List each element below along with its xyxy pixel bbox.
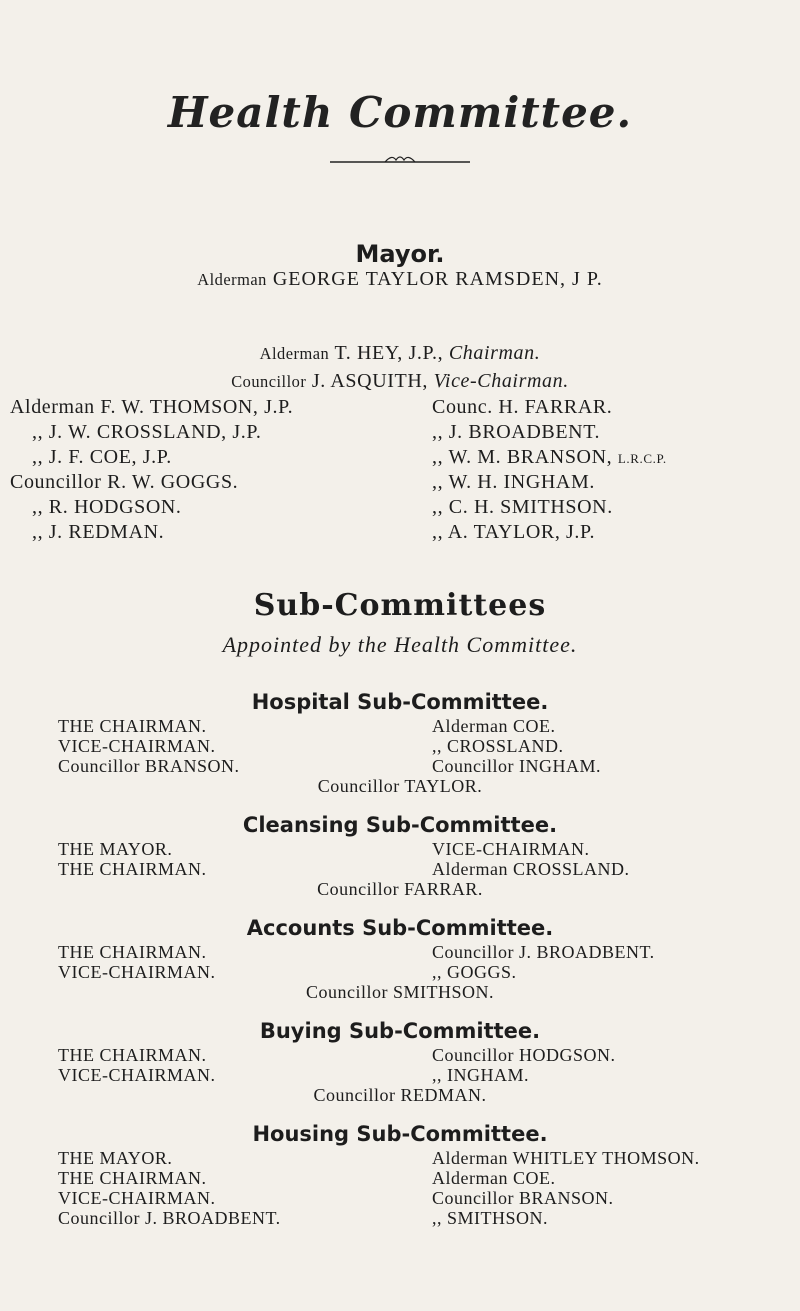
accounts-heading: Accounts Sub-Committee.: [246, 916, 554, 940]
member-left-5: ,, R. HODGSON.: [32, 496, 182, 518]
member-right-1: Counc. H. FARRAR.: [432, 396, 613, 418]
member-right-5: ,, C. H. SMITHSON.: [432, 496, 613, 518]
mayor-name: Alderman GEORGE TAYLOR RAMSDEN, J P.: [197, 268, 603, 290]
housing-left-4: Councillor J. BROADBENT.: [58, 1208, 281, 1228]
member-right-6: ,, A. TAYLOR, J.P.: [432, 521, 596, 543]
buying-left-2: VICE-CHAIRMAN.: [58, 1065, 216, 1085]
hospital-right-3: Councillor INGHAM.: [432, 756, 601, 776]
subcommittees-intro: Appointed by the Health Committee.: [222, 632, 578, 657]
housing-left-2: THE CHAIRMAN.: [58, 1168, 207, 1188]
ornamental-rule: [0, 152, 800, 171]
member-left-2: ,, J. W. CROSSLAND, J.P.: [32, 421, 262, 443]
member-right-4: ,, W. H. INGHAM.: [432, 471, 595, 493]
buying-heading: Buying Sub-Committee.: [259, 1019, 541, 1043]
member-left-3: ,, J. F. COE, J.P.: [32, 446, 172, 468]
page-title: Health Committee.: [167, 88, 633, 137]
vice-chairman-line: Councillor J. ASQUITH, Vice-Chairman.: [231, 370, 569, 392]
housing-heading: Housing Sub-Committee.: [252, 1122, 548, 1146]
accounts-right-2: ,, GOGGS.: [432, 962, 517, 982]
housing-right-3: Councillor BRANSON.: [432, 1188, 614, 1208]
housing-left-1: THE MAYOR.: [58, 1148, 173, 1168]
member-left-1: Alderman F. W. THOMSON, J.P.: [10, 396, 294, 418]
hospital-right-2: ,, CROSSLAND.: [432, 736, 564, 756]
chairman-line: Alderman T. HEY, J.P., Chairman.: [259, 342, 541, 364]
accounts-left-1: THE CHAIRMAN.: [58, 942, 207, 962]
housing-right-4: ,, SMITHSON.: [432, 1208, 549, 1228]
cleansing-heading: Cleansing Sub-Committee.: [242, 813, 558, 837]
hospital-left-1: THE CHAIRMAN.: [58, 716, 207, 736]
mayor-heading: Mayor.: [355, 240, 445, 268]
member-left-4: Councillor R. W. GOGGS.: [10, 471, 239, 493]
cleansing-center: Councillor FARRAR.: [317, 879, 483, 899]
hospital-left-3: Councillor BRANSON.: [58, 756, 240, 776]
member-left-6: ,, J. REDMAN.: [32, 521, 165, 543]
accounts-left-2: VICE-CHAIRMAN.: [58, 962, 216, 982]
cleansing-left-1: THE MAYOR.: [58, 839, 173, 859]
buying-center: Councillor REDMAN.: [313, 1085, 487, 1105]
member-right-2: ,, J. BROADBENT.: [432, 421, 601, 443]
subcommittees-heading: Sub-Committees: [253, 588, 547, 623]
accounts-center: Councillor SMITHSON.: [305, 982, 494, 1002]
buying-right-2: ,, INGHAM.: [432, 1065, 529, 1085]
flourish-icon: [330, 152, 470, 166]
cleansing-right-2: Alderman CROSSLAND.: [432, 859, 630, 879]
hospital-right-1: Alderman COE.: [432, 716, 556, 736]
housing-right-2: Alderman COE.: [432, 1168, 556, 1188]
accounts-right-1: Councillor J. BROADBENT.: [432, 942, 655, 962]
hospital-center: Councillor TAYLOR.: [317, 776, 483, 796]
cleansing-left-2: THE CHAIRMAN.: [58, 859, 207, 879]
cleansing-right-1: VICE-CHAIRMAN.: [432, 839, 590, 859]
buying-right-1: Councillor HODGSON.: [432, 1045, 616, 1065]
hospital-left-2: VICE-CHAIRMAN.: [58, 736, 216, 756]
member-right-3: ,, W. M. BRANSON, L.R.C.P.: [432, 446, 667, 468]
housing-right-1: Alderman WHITLEY THOMSON.: [432, 1148, 700, 1168]
housing-left-3: VICE-CHAIRMAN.: [58, 1188, 216, 1208]
hospital-heading: Hospital Sub-Committee.: [251, 690, 549, 714]
buying-left-1: THE CHAIRMAN.: [58, 1045, 207, 1065]
